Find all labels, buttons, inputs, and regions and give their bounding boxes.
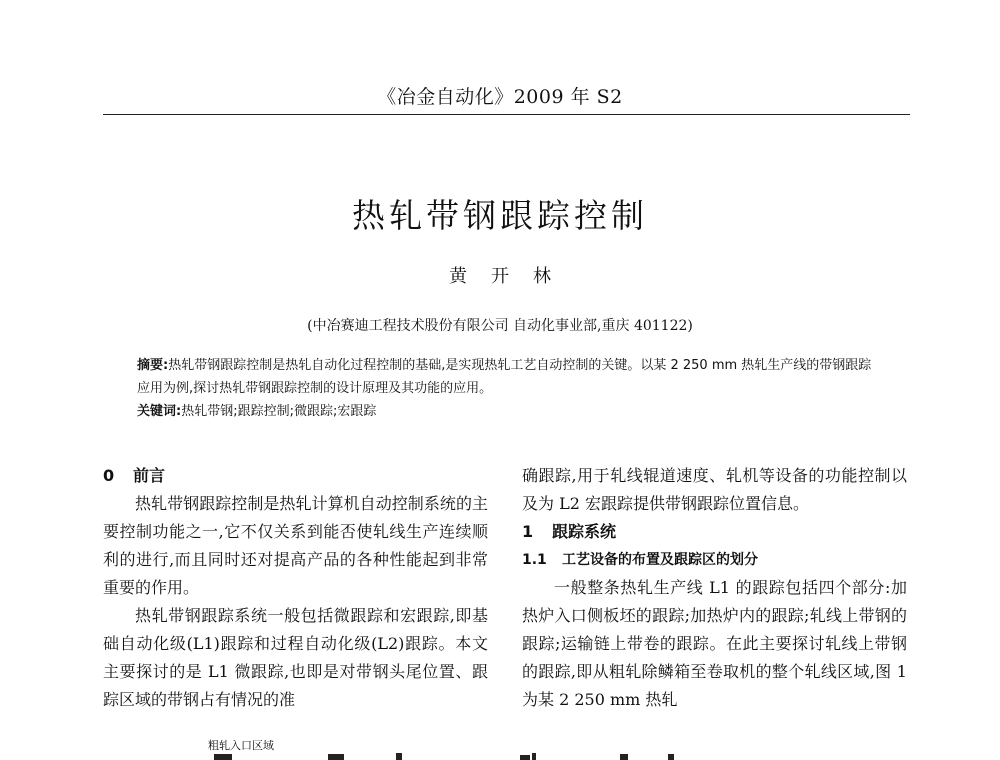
left-column	[103, 462, 488, 714]
right-column	[522, 462, 907, 714]
figure-fragment	[200, 750, 900, 760]
header-rule	[103, 114, 910, 115]
section-1-title: 跟踪系统	[552, 522, 617, 541]
paper-title: 热轧带钢跟踪控制	[352, 196, 648, 235]
figure-mark	[396, 753, 402, 760]
section-0-title: 前言	[133, 466, 166, 485]
abstract-paragraph	[137, 354, 877, 400]
journal-header: 《冶金自动化》2009 年 S2	[377, 86, 623, 108]
author-name: 黄开林	[449, 266, 575, 287]
section-1-heading	[522, 518, 907, 546]
figure-mark	[668, 754, 674, 760]
figure-label: 粗轧入口区域	[208, 739, 274, 752]
keywords-text: 热轧带钢;跟踪控制;微跟踪;宏跟踪	[181, 404, 377, 419]
section-0-heading	[103, 462, 488, 490]
figure-mark	[532, 753, 536, 760]
affiliation: (中冶赛迪工程技术股份有限公司 自动化事业部,重庆 401122)	[307, 318, 693, 334]
section-1-1-para: 一般整条热轧生产线 L1 的跟踪包括四个部分:加热炉入口侧板坯的跟踪;加热炉内的跟踪;轧线上带钢的跟踪;运输链上带卷的跟踪。在此主要探讨轧线上带钢的跟踪,即从粗轧除鳞箱至卷取机的整个轧线区域,图 1 为某 2 250 mm 热轧	[522, 578, 907, 709]
section-0-para-2: 热轧带钢跟踪系统一般包括微跟踪和宏跟踪,即基础自动化级(L1)跟踪和过程自动化级(L2)跟踪。本文主要探讨的是 L1 微跟踪,也即是对带钢头尾位置、跟踪区域的带钢占有情况的准	[103, 606, 488, 709]
section-1-1-title: 工艺设备的布置及跟踪区的划分	[562, 552, 758, 568]
section-0-para-1: 热轧带钢跟踪控制是热轧计算机自动控制系统的主要控制功能之一,它不仅关系到能否使轧线生产连续顺利的进行,而且同时还对提高产品的各种性能起到非常重要的作用。	[103, 494, 488, 597]
continuation-paragraph: 确跟踪,用于轧线辊道速度、轧机等设备的功能控制以及为 L2 宏跟踪提供带钢跟踪位置信息。	[522, 466, 907, 513]
figure-mark	[620, 754, 628, 760]
abstract-block	[137, 354, 877, 423]
abstract-text: 热轧带钢跟踪控制是热轧自动化过程控制的基础,是实现热轧工艺自动控制的关键。以某 2 250 mm 热轧生产线的带钢跟踪应用为例,探讨热轧带钢跟踪控制的设计原理及其功能的应用。	[137, 358, 872, 396]
keywords-label: 关键词:	[137, 404, 182, 419]
keywords-paragraph	[137, 400, 877, 423]
section-1-1-heading	[522, 546, 907, 574]
section-0-number: 0	[103, 466, 115, 485]
figure-mark	[214, 754, 232, 760]
abstract-label: 摘要:	[137, 358, 169, 373]
section-1-number: 1	[522, 522, 534, 541]
figure-mark	[520, 755, 530, 760]
figure-mark	[328, 754, 344, 760]
section-1-1-number: 1.1	[522, 552, 547, 568]
